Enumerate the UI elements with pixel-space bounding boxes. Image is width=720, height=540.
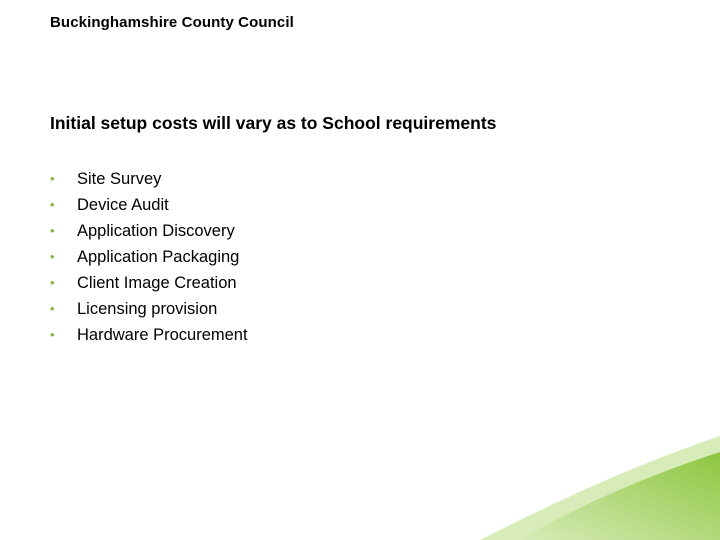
list-item-label: Client Image Creation — [77, 274, 237, 292]
list-item — [50, 244, 248, 270]
swoosh-dark-band — [520, 452, 720, 540]
list-item-label: Application Packaging — [77, 248, 240, 266]
list-item — [50, 166, 248, 192]
list-item-label: Hardware Procurement — [77, 326, 248, 344]
bullet-icon: • — [50, 223, 55, 238]
bullet-list — [50, 166, 248, 348]
list-item-label: Application Discovery — [77, 222, 235, 240]
list-item — [50, 296, 248, 322]
list-item-label: Device Audit — [77, 196, 169, 214]
bullet-icon: • — [50, 249, 55, 264]
bullet-icon: • — [50, 197, 55, 212]
list-item — [50, 192, 248, 218]
slide-heading: Initial setup costs will vary as to School requirements — [50, 113, 497, 133]
list-item — [50, 270, 248, 296]
list-item-label: Licensing provision — [77, 300, 218, 318]
bullet-icon: • — [50, 275, 55, 290]
bullet-icon: • — [50, 327, 55, 342]
bullet-icon: • — [50, 301, 55, 316]
organization-name: Buckinghamshire County Council — [50, 14, 294, 31]
green-swoosh-decoration — [480, 430, 720, 540]
bullet-icon: • — [50, 171, 55, 186]
list-item-label: Site Survey — [77, 170, 162, 188]
list-item — [50, 218, 248, 244]
list-item — [50, 322, 248, 348]
